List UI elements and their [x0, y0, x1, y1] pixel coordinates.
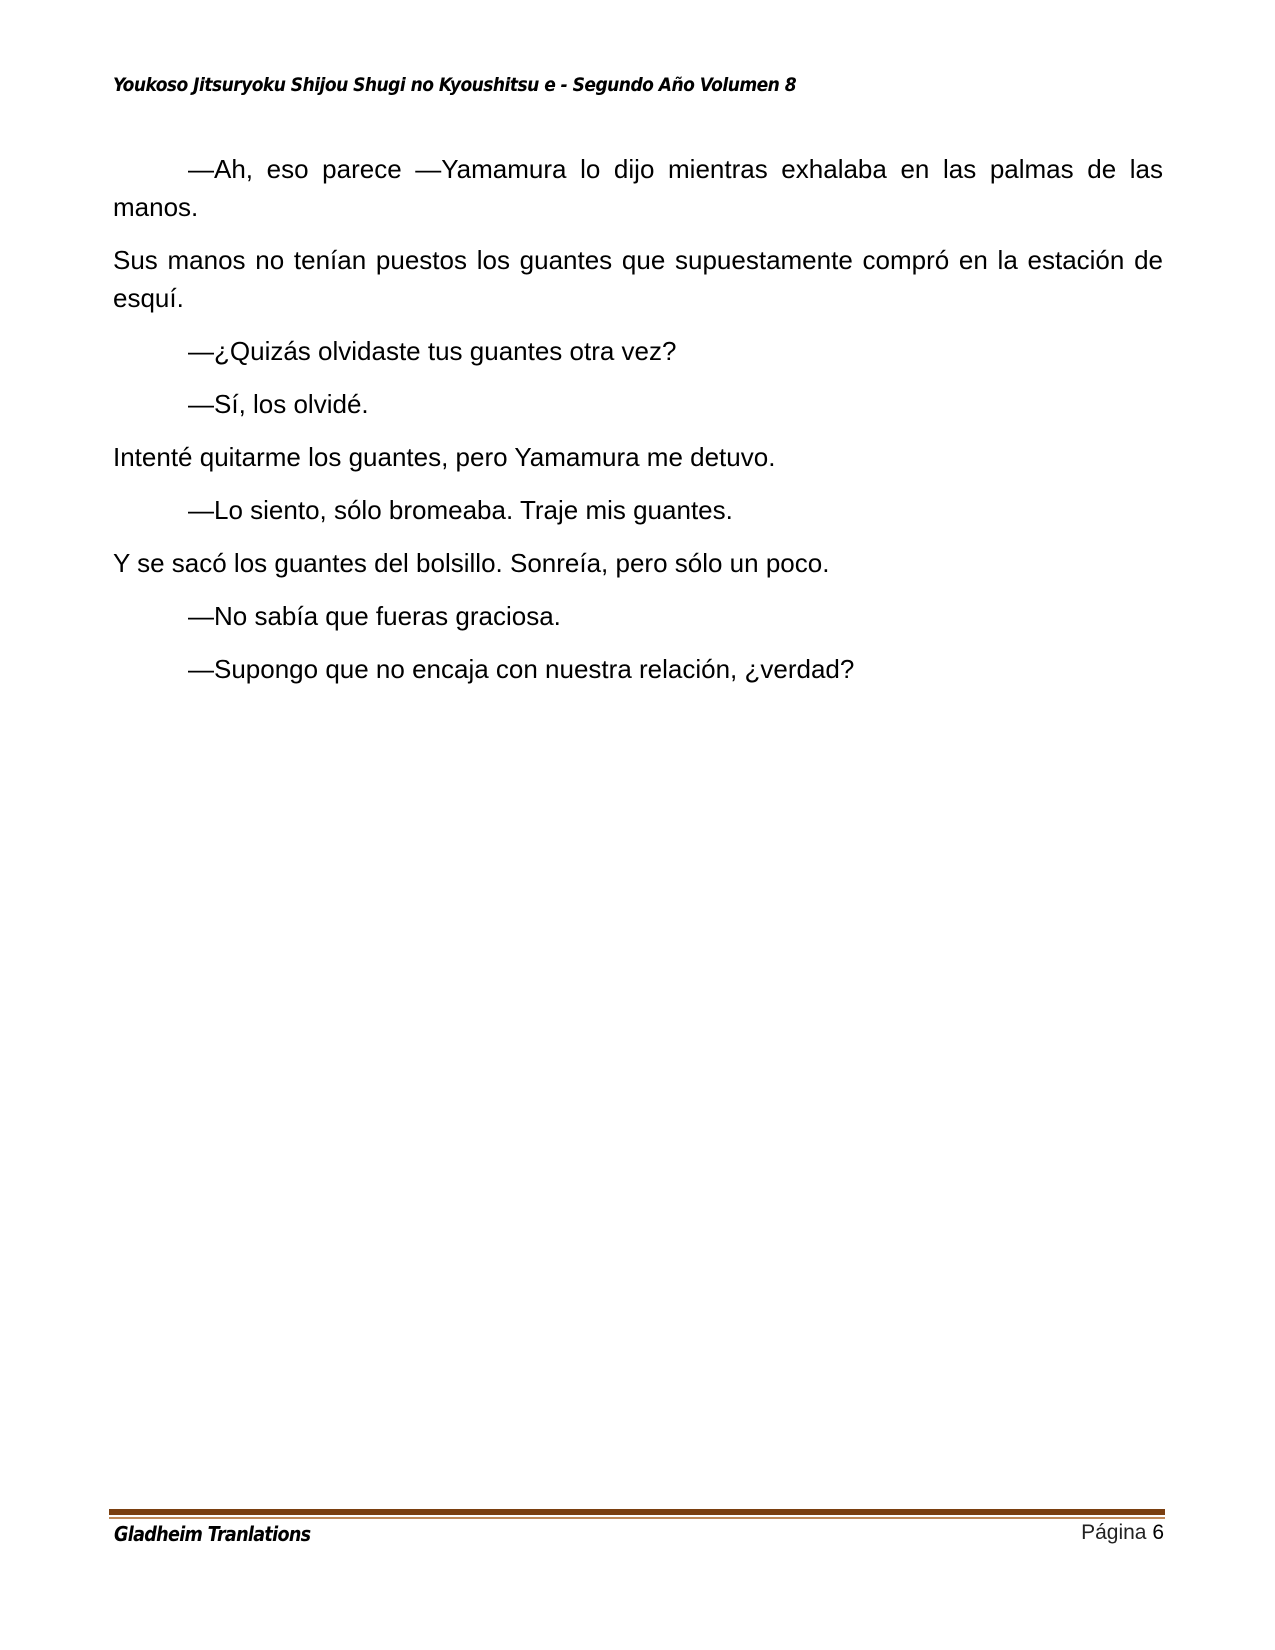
- footer-divider-thin: [109, 1517, 1165, 1519]
- paragraph-narration: Intenté quitarme los guantes, pero Yamamura me detuvo.: [113, 442, 776, 472]
- paragraph-dialogue: —Lo siento, sólo bromeaba. Traje mis guantes.: [188, 495, 733, 525]
- page-body: [113, 150, 1163, 703]
- page-number-label: [1081, 1521, 1164, 1545]
- footer-divider-thick: [109, 1509, 1165, 1515]
- running-header-title: Youkoso Jitsuryoku Shijou Shugi no Kyoushitsu e - Segundo Año Volumen 8: [113, 74, 797, 96]
- footer-credit: Gladheim Tranlations: [114, 1522, 311, 1546]
- paragraph-narration: Y se sacó los guantes del bolsillo. Sonreía, pero sólo un poco.: [113, 548, 830, 578]
- page-number: 6: [1152, 1521, 1164, 1544]
- paragraph-dialogue: —¿Quizás olvidaste tus guantes otra vez?: [188, 336, 677, 366]
- paragraph-dialogue: —Ah, eso parece —Yamamura lo dijo mientras exhalaba en las palmas de las manos.: [113, 154, 1163, 222]
- paragraph-dialogue: —Sí, los olvidé.: [188, 389, 369, 419]
- paragraph-dialogue: —No sabía que fueras graciosa.: [188, 601, 561, 631]
- page-label: Página: [1081, 1521, 1147, 1544]
- paragraph-dialogue: —Supongo que no encaja con nuestra relación, ¿verdad?: [188, 654, 855, 684]
- paragraph-narration: Sus manos no tenían puestos los guantes que supuestamente compró en la estación de esquí.: [113, 245, 1163, 313]
